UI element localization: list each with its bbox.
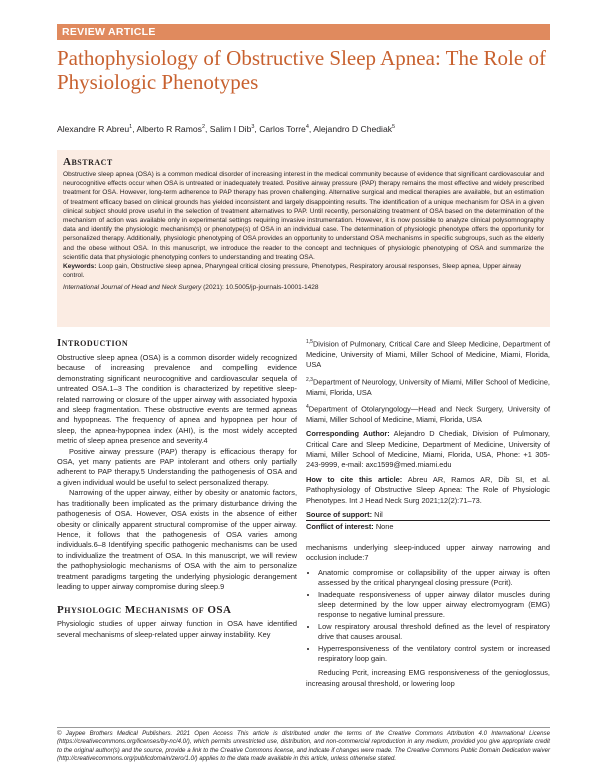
list-item: • Anatomic compromise or collapsibility of the upper airway is often assessed by the critical pharyngeal closing pressure (Pcrit).	[318, 568, 550, 589]
affiliations-block	[306, 337, 550, 536]
author-sup: 1	[129, 124, 133, 131]
how-to-cite-label: How to cite this article:	[306, 474, 403, 484]
list-item: • Low respiratory arousal threshold defined as the level of respiratory drive that causes arousal.	[318, 622, 550, 643]
source-of-support	[306, 510, 550, 520]
support-label: Source of support:	[306, 510, 373, 520]
mechanisms-paragraph: Reducing Pcrit, increasing EMG responsiveness of the genioglossus, increasing arousal threshold, or lowering loop	[306, 668, 550, 688]
keywords-text: Loop gain, Obstructive sleep apnea, Pharyngeal critical closing pressure, Phenotypes, Respiratory arousal responses, Sleep apnea, Upper airway control.	[63, 263, 522, 280]
affiliation	[306, 375, 550, 398]
author-name: Carlos Torre	[259, 124, 306, 134]
affiliation	[306, 337, 550, 371]
author-sup: 3	[251, 124, 255, 131]
mechanisms-intro: mechanisms underlying sleep-induced upper airway narrowing and occlusion include:7	[306, 543, 550, 563]
corresponding-text: Alejandro D Chediak, Division of Pulmonary, Critical Care and Sleep Medicine, Department of Medicine, University of Miami, Miller School of Medicine, Miami, Florida, USA, Phone: +1 305-243-9999, e-mail: axc1599@med.miami.edu	[306, 429, 550, 470]
mechanisms-heading: Physiologic Mechanisms of OSA	[57, 604, 232, 617]
footer-divider	[57, 727, 550, 728]
abstract-text: Obstructive sleep apnea (OSA) is a common medical disorder of increasing interest in the medical community because of evidence that significant cardiovascular and neurocognitive effects occur when OSA is untreated or inadequately treated. Positive airway pressure (PAP) therapy remains the most effective and widely prescribed treatment for OSA. However, long-term adherence to PAP therapy has proven challenging. Alternative surgical and medical therapies are available, but an estimation of treatment efficacy based on clinical grounds has yielded inconsistent and largely disappointing results. The identification of a unique mechanism for OSA in a given clinical subject should prove useful in the selection of treatment alternatives to PAP. Until recently, personalizing treatment of OSA based on the determination of the mechanism of action was available only in experimental settings requiring invasive instrumentation. However, it is now possible to analyze clinical polysomnography data and identify the physiologic mechanism(s) or phenotype(s) of OSA in an individual case. The determination of physiologic phenotype offers the opportunity for personalized therapy. Additionally, physiologic phenotyping of OSA provides an opportunity to understand OSA mechanisms in specific subgroups, such as the elderly and the obese without OSA. In this manuscript, we introduce the reader to the concept and techniques of physiologic phenotyping of OSA and summarize the scientific data that physiologic phenotyping confers to understanding and treating OSA.	[63, 171, 544, 261]
affiliation-text: Department of Neurology, University of Miami, Miller School of Medicine, Miami, Florida, USA	[306, 377, 550, 397]
article-type-banner: REVIEW ARTICLE	[57, 24, 550, 40]
affiliation-text: Department of Otolaryngology—Head and Neck Surgery, University of Miami, Miller School of Medicine, Miami, Florida, USA	[306, 404, 550, 424]
keywords-label: Keywords:	[63, 263, 97, 271]
how-to-cite-text: Abreu AR, Ramos AR, Dib SI, et al. Pathophysiology of Obstructive Sleep Apnea: The Role of Physiologic Phenotypes. Int J Head Neck Surg 2021;12(2):71–73.	[306, 474, 550, 505]
list-item: • Inadequate responsiveness of upper airway dilator muscles during sleep determined by the low upper airway electromyogram (EMG) response to negative luminal pressure.	[318, 590, 550, 621]
keywords	[63, 262, 544, 280]
author-sup: 4	[305, 124, 309, 131]
abstract-heading: Abstract	[63, 156, 113, 168]
conflict-of-interest	[306, 522, 550, 532]
journal-citation	[63, 283, 544, 292]
author-name: Salim I Dib	[209, 124, 252, 134]
author-name: Alexandre R Abreu	[57, 124, 130, 134]
conflict-label: Conflict of interest:	[306, 521, 374, 531]
license-footer: © Jaypee Brothers Medical Publishers. 2021 Open Access This article is distributed under the terms of the Creative Commons Attribution 4.0 International License (https://creativecommons.org/licenses/by-nc/4.0/), which permits unrestricted use, distribution, and non-commercial reproduction in any medium, provided you give appropriate credit to the original author(s) and the source, provide a link to the Creative Commons license, and indicate if changes were made. The Creative Commons Public Domain Dedication waiver (http://creativecommons.org/publicdomain/zero/1.0/) applies to the data made available in this article, unless otherwise stated.	[57, 730, 550, 762]
left-column	[57, 337, 297, 640]
affiliation-sup: 1,5	[306, 339, 313, 345]
affiliation-text: Division of Pulmonary, Critical Care and Sleep Medicine, Department of Medicine, University of Miami, Miller School of Medicine, Miami, Florida, USA	[306, 339, 550, 370]
author-sup: 5	[392, 124, 396, 131]
affiliation-sup: 2,3	[306, 376, 313, 383]
mechanisms-list	[306, 568, 550, 665]
intro-paragraph: Positive airway pressure (PAP) therapy is efficacious therapy for OSA, yet many patients are PAP intolerant and others only partially adherent to PAP therapy.5 Understanding the pathogenesis of OSA and a given individual would be useful to select personalized therapy.	[57, 446, 297, 487]
intro-paragraph: Obstructive sleep apnea (OSA) is a common disorder widely recognized because of increasing prevalence and compelling evidence demonstrating significant neurocognitive and cardiovascular sequela of untreated OSA.1–3 The condition is characterized by repetitive sleep-related narrowing or closure of the upper airway with associated hypoxia and sleep fragmentation. These obstructive events are termed apneas and hypopneas. The frequency of apnea and hypopnea per hour of sleep, the apnea-hypopnea index (AHI), is the most widely accepted metric of sleep apnea presence and severity.4	[57, 353, 297, 446]
intro-paragraph: Narrowing of the upper airway, either by obesity or anatomic factors, has traditionally been implicated as the primary disturbance driving the pathogenesis of OSA. However, OSA exists in the absence of either obesity or clinically apparent structural compromise of the upper airway. Hence, it follows that the pathogenesis of OSA varies among individuals.6–8 Identifying specific pathogenic mechanisms can be used to individualize the treatment of OSA. In this manuscript, we will review the pathophysiologic mechanisms of OSA with the aim to personalize treatment paradigms targeting the underlying physiologic derangement leading to upper airway compromise during sleep.9	[57, 488, 297, 591]
how-to-cite	[306, 475, 550, 506]
author-name: Alejandro D Chediak	[313, 124, 393, 134]
citation-journal: International Journal of Head and Neck Surgery	[63, 284, 202, 292]
list-item: • Hyperresponsiveness of the ventilatory control system or increased respiratory loop gain.	[318, 644, 550, 665]
mechanisms-paragraph: Physiologic studies of upper airway function in OSA have identified several mechanisms of sleep-related upper airway instability. Key	[57, 619, 297, 639]
affiliations-divider	[306, 520, 550, 521]
author-name: Alberto R Ramos	[136, 124, 202, 134]
support-text: Nil	[374, 510, 383, 520]
author-sup: 2	[201, 124, 206, 131]
conflict-text: None	[375, 521, 394, 531]
right-column-continuation	[306, 543, 550, 689]
article-title: Pathophysiology of Obstructive Sleep Apnea: The Role of Physiologic Phenotypes	[57, 46, 546, 94]
corresponding-author	[306, 429, 550, 471]
corresponding-label: Corresponding Author:	[306, 429, 390, 439]
author-list: Alexandre R Abreu$^1$, Alberto R Ramos$^2$, Salim I Dib$^3$, Carlos Torre$^4$, Alejandro D Chediak$^5$	[57, 124, 396, 134]
affiliation	[306, 402, 550, 425]
introduction-heading: Introduction	[57, 337, 129, 349]
citation-doi: (2021): 10.5005/jp-journals-10001-1428	[203, 284, 319, 292]
affiliation-sup: 4	[306, 403, 309, 410]
abstract-box	[57, 150, 550, 327]
